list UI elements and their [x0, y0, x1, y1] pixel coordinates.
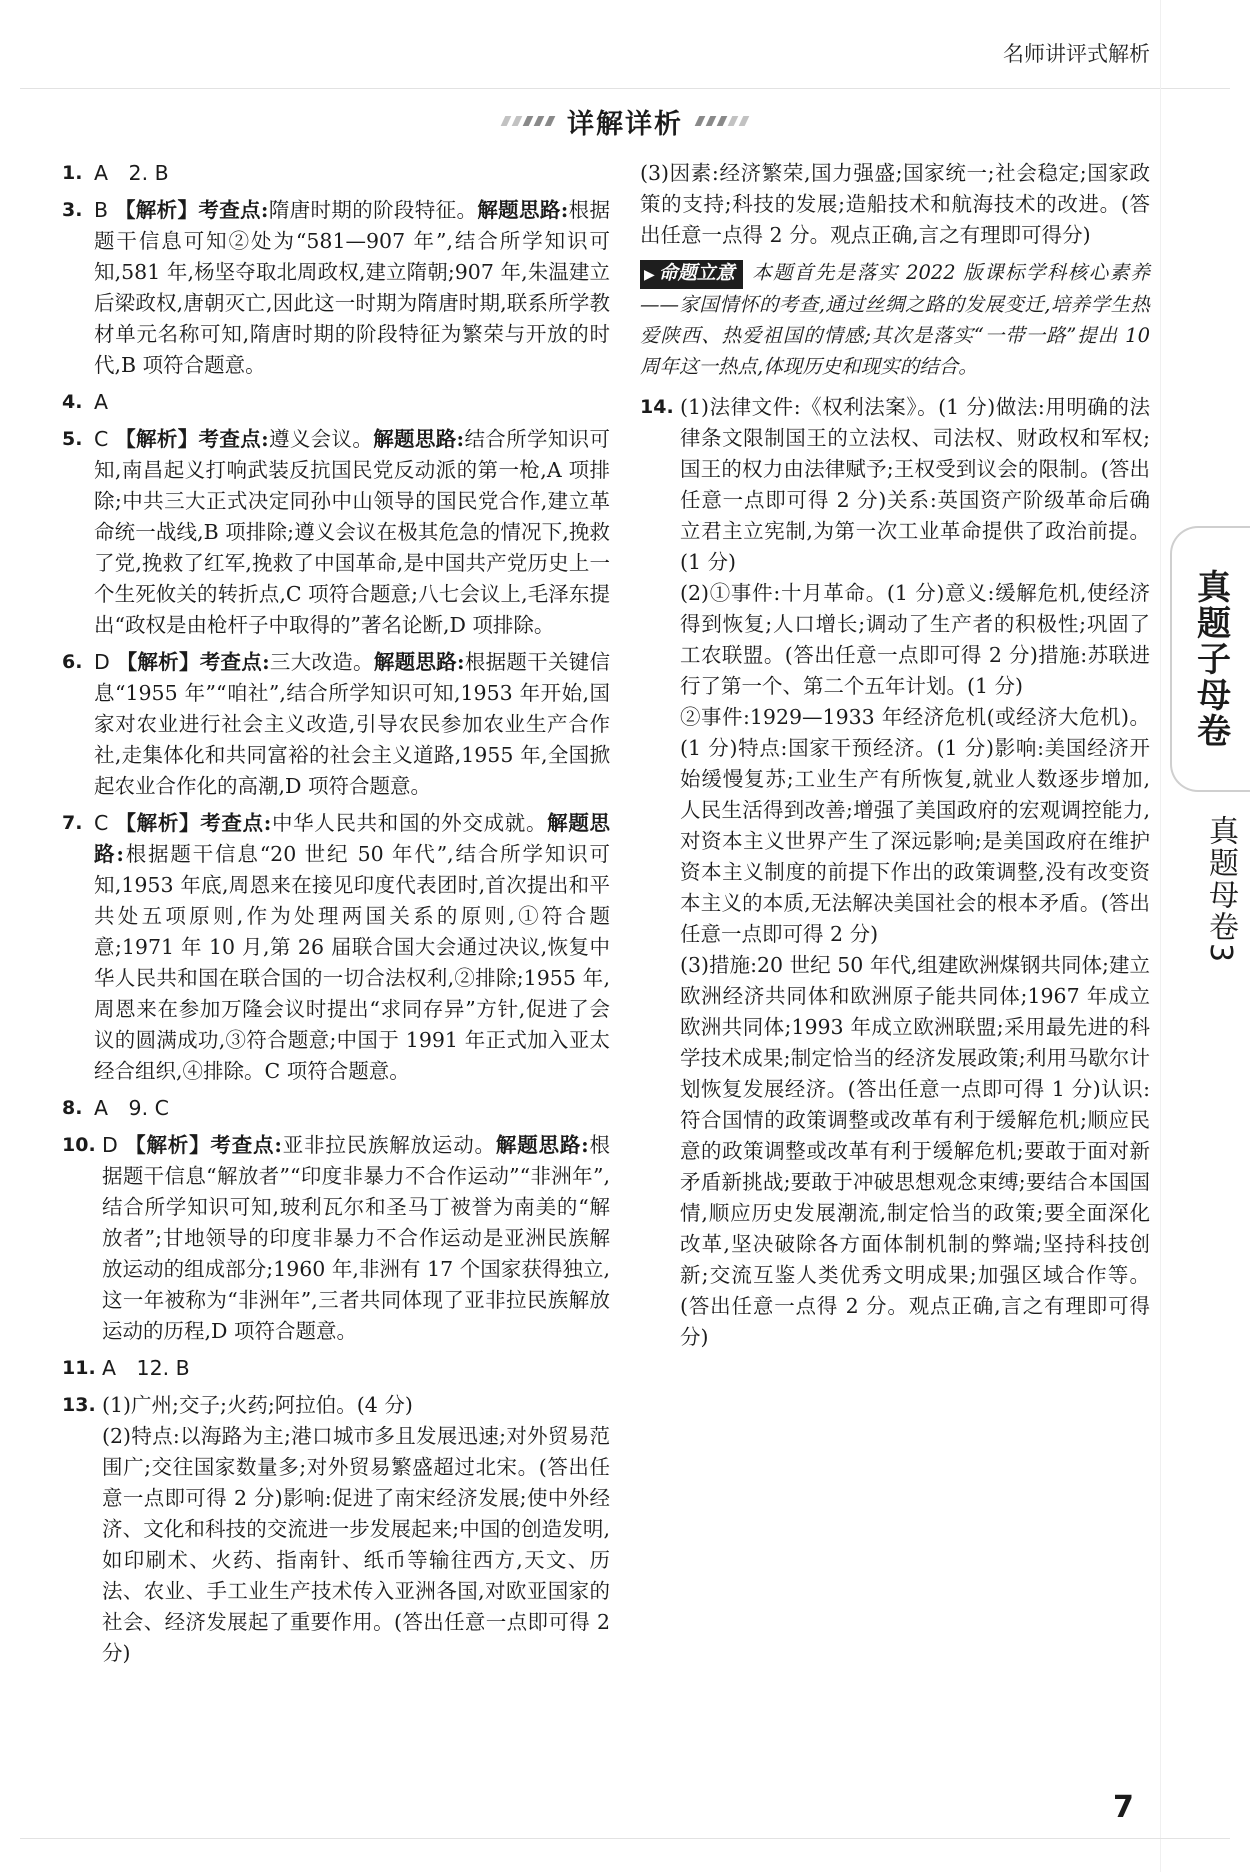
answer-item-7: [62, 808, 610, 1087]
answer-letter: D: [102, 1133, 118, 1157]
intent-label-box: [640, 260, 743, 289]
key-point-text: 遵义会议。: [268, 427, 374, 451]
item-number: 14.: [640, 396, 674, 418]
item-number: 1.: [62, 162, 83, 184]
item-number: 11.: [62, 1357, 96, 1379]
analysis-tag: 【解析】: [114, 198, 199, 222]
q14-part-3: (3)措施:20 世纪 50 年代,组建欧洲煤钢共同体;建立欧洲经济共同体和欧洲原子能共同体;1967 年成立欧洲共同体;1993 年成立欧洲联盟;采用最先进的科学技术成果;制定恰当的经济发展政策;利用马歇尔计划恢复发展经济。(答出任意一点即可得 1 分)认识:符合国情的政策调整或改革有利于缓解危机;顺应民意的政策调整或改革有利于缓解危机;要敢于面对新矛盾新挑战;要敢于冲破思想观念束缚;要结合本国国情,顺应历史发展潮流,制定恰当的政策;要全面深化改革,坚决破除各方面体制机制的弊端;坚持科技创新;交流互鉴人类优秀文明成果;加强区域合作等。(答出任意一点得 2 分。观点正确,言之有理即可得分): [680, 953, 1150, 1349]
answer-item-11: [62, 1353, 610, 1384]
item-number: 10.: [62, 1134, 96, 1156]
answer-text: A 2. B: [94, 161, 169, 185]
solution-label: 解题思路:: [373, 427, 465, 451]
answer-letter: C: [94, 427, 109, 451]
page-number: 7: [1113, 1790, 1134, 1825]
item-number: 8.: [62, 1097, 83, 1119]
item-number: 3.: [62, 199, 83, 221]
analysis-tag: 【解析】: [115, 427, 199, 451]
key-point-text: 中华人民共和国的外交成就。: [271, 811, 548, 835]
q13-part-1: (1)广州;交子;火药;阿拉伯。(4 分): [102, 1393, 413, 1417]
side-tab-sub: 真题母卷3: [1203, 815, 1238, 965]
q13-part-3: (3)因素:经济繁荣,国力强盛;国家统一;社会稳定;国家政策的支持;科技的发展;造船技术和航海技术的改进。(答出任意一点得 2 分。观点正确,言之有理即可得分): [640, 161, 1150, 247]
item-number: 5.: [62, 428, 83, 450]
answer-item-8: [62, 1093, 610, 1124]
solution-label: 解题思路:: [94, 811, 610, 866]
solution-text: 根据题干信息“解放者”“印度非暴力不合作运动”“非洲年”,结合所学知识可知,玻利瓦尔和圣马丁被誉为南美的“解放者”;甘地领导的印度非暴力不合作运动是亚洲民族解放运动的组成部分;1960 年,非洲有 17 个国家获得独立,这一年被称为“非洲年”,三者共同体现了亚非拉民族解放运动的历程,D 项符合题意。: [102, 1133, 611, 1343]
section-title-bar: [0, 100, 1250, 142]
proposition-intent: [640, 257, 1150, 382]
q14-part-1: (1)法律文件:《权利法案》。(1 分)做法:用明确的法律条文限制国王的立法权、司法权、财政权和军权;国王的权力由法律赋予;王权受到议会的限制。(答出任意一点即可得 2 分)关系:英国资产阶级革命后确立君主立宪制,为第一次工业革命提供了政治前提。(1 分): [680, 395, 1150, 574]
answer-item-10: [62, 1130, 610, 1347]
play-triangle-icon: ▶: [644, 267, 655, 283]
solution-text: 根据题干关键信息“1955 年”“咱社”,结合所学知识可知,1953 年开始,国家对农业进行社会主义改造,引导农民参加农业生产合作社,走集体化和共同富裕的社会主义道路,1955 年,全国掀起农业合作化的高潮,D 项符合题意。: [94, 650, 611, 798]
bottom-divider: [20, 1838, 1230, 1839]
answer-text: A: [94, 390, 109, 414]
header-brand: 名师讲评式解析: [1003, 42, 1150, 66]
key-point-text: 隋唐时期的阶段特征。: [268, 198, 478, 222]
answer-item-3: [62, 195, 610, 381]
key-point-label: 考查点:: [210, 1133, 282, 1157]
side-tab-main[interactable]: [1170, 526, 1250, 792]
solution-label: 解题思路:: [477, 198, 569, 222]
key-point-label: 考查点:: [198, 427, 269, 451]
key-point-label: 考查点:: [200, 811, 272, 835]
answer-item-14: [640, 392, 1150, 1353]
analysis-tag: 【解析】: [116, 650, 200, 674]
answer-letter: B: [94, 198, 109, 222]
solution-text: 根据题干信息“20 世纪 50 年代”,结合所学知识可知,1953 年底,周恩来在接见印度代表团时,首次提出和平共处五项原则,作为处理两国关系的原则,①符合题意;1971 年 10 月,第 26 届联合国大会通过决议,恢复中华人民共和国在联合国的一切合法权利,②排除;1955 年,周恩来在参加万隆会议时提出“求同存异”方针,促进了会议的圆满成功,③符合题意;中国于 1991 年正式加入亚太经合组织,④排除。C 项符合题意。: [94, 842, 610, 1083]
answer-item-5: [62, 424, 610, 641]
analysis-tag: 【解析】: [125, 1133, 211, 1157]
answer-text: A 9. C: [94, 1096, 169, 1120]
answer-letter: D: [94, 650, 110, 674]
item-number: 7.: [62, 812, 83, 834]
answer-item-1: [62, 158, 610, 189]
key-point-text: 亚非拉民族解放运动。: [281, 1133, 496, 1157]
answer-item-6: [62, 647, 610, 802]
q13-part-2: (2)特点:以海路为主;港口城市多且发展迅速;对外贸易范围广;交往国家数量多;对外贸易繁盛超过北宋。(答出任意一点即可得 2 分)影响:促进了南宋经济发展;使中外经济、文化和科技的交流进一步发展起来;中国的创造发明,如印刷术、火药、指南针、纸币等输往西方,天文、历法、农业、手工业生产技术传入亚洲各国,对欧亚国家的社会、经济发展起了重要作用。(答出任意一点即可得 2 分): [102, 1424, 610, 1665]
solution-label: 解题思路:: [373, 650, 465, 674]
solution-text: 结合所学知识可知,南昌起义打响武装反抗国民党反动派的第一枪,A 项排除;中共三大正式决定同孙中山领导的国民党合作,建立革命统一战线,B 项排除;遵义会议在极其危急的情况下,挽救了党,挽救了红军,挽救了中国革命,是中国共产党历史上一个生死攸关的转折点,C 项符合题意;八七会议上,毛泽东提出“政权是由枪杆子中取得的”著名论断,D 项排除。: [94, 427, 611, 637]
key-point-label: 考查点:: [199, 650, 270, 674]
right-column-content: [640, 158, 1150, 1359]
margin-guide: [1160, 0, 1161, 1872]
key-point-label: 考查点:: [198, 198, 269, 222]
key-point-text: 三大改造。: [269, 650, 374, 674]
item-number: 13.: [62, 1394, 96, 1416]
solution-text: 根据题干信息可知②处为“581—907 年”,结合所学知识可知,581 年,杨坚夺取北周政权,建立隋朝;907 年,朱温建立后梁政权,唐朝灭亡,因此这一时期为隋唐时期,联系所学教材单元名称可知,隋唐时期的阶段特征为繁荣与开放的时代,B 项符合题意。: [94, 198, 610, 377]
intent-label: 命题立意: [658, 262, 735, 284]
answer-item-4: [62, 387, 610, 418]
answer-letter: C: [94, 811, 109, 835]
answer-text: A 12. B: [102, 1356, 190, 1380]
title-decoration-right: [695, 116, 750, 126]
intent-text: 本题首先是落实 2022 版课标学科核心素养——家国情怀的考查,通过丝绸之路的发展变迁,培养学生热爱陕西、热爱祖国的情感;其次是落实“一带一路”提出 10 周年这一热点,体现历史和现实的结合。: [640, 261, 1150, 378]
title-decoration-left: [501, 116, 556, 126]
solution-label: 解题思路:: [495, 1133, 589, 1157]
q14-part-2: (2)①事件:十月革命。(1 分)意义:缓解危机,使经济得到恢复;人口增长;调动了生产者的积极性;巩固了工农联盟。(答出任意一点即可得 2 分)措施:苏联进行了第一个、第二个五年计划。(1 分): [680, 581, 1150, 698]
left-column: [62, 158, 610, 1675]
answer-item-13: [62, 1390, 610, 1669]
side-tab-label: 真题子母卷: [1190, 569, 1231, 749]
item-number: 4.: [62, 391, 83, 413]
top-divider: [20, 88, 1230, 89]
answer-item-13-continued: [640, 158, 1150, 251]
analysis-tag: 【解析】: [115, 811, 201, 835]
item-number: 6.: [62, 651, 83, 673]
section-title: 详解详析: [567, 108, 683, 140]
q14-part-2b: ②事件:1929—1933 年经济危机(或经济大危机)。(1 分)特点:国家干预经济。(1 分)影响:美国经济开始缓慢复苏;工业生产有所恢复,就业人数逐步增加,人民生活得到改善;增强了美国政府的宏观调控能力,对资本主义世界产生了深远影响;是美国政府在维护资本主义制度的前提下作出的政策调整,没有改变资本主义的本质,无法解决美国社会的根本矛盾。(答出任意一点即可得 2 分): [680, 705, 1150, 946]
